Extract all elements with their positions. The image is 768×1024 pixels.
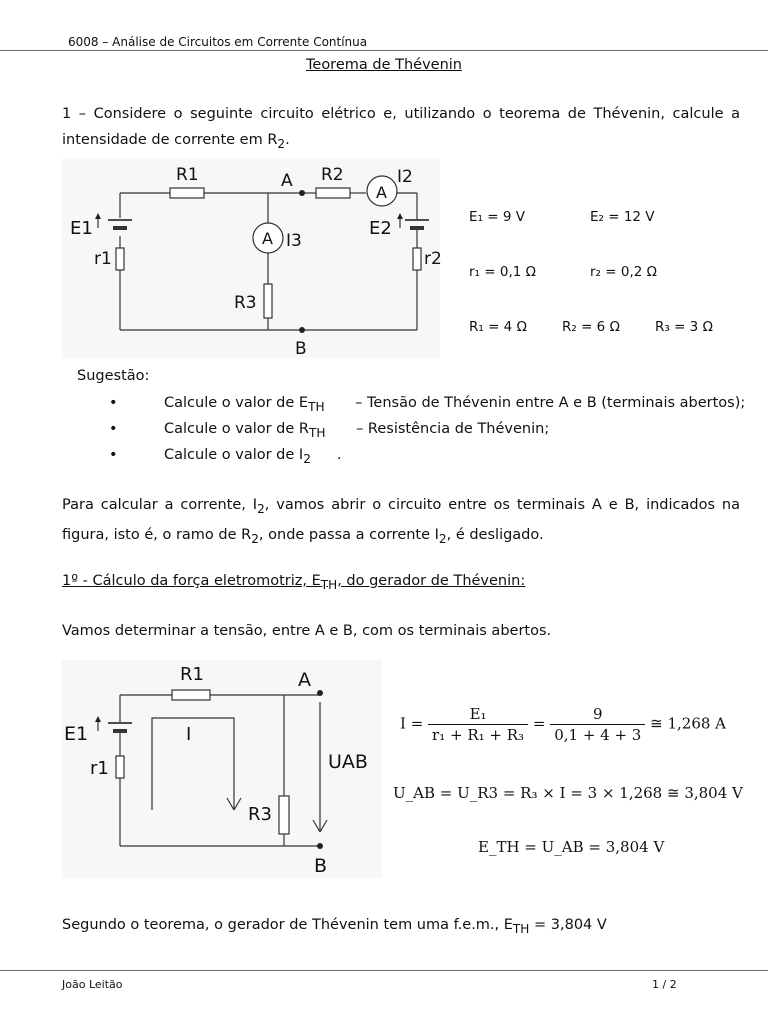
value-r2: r₂ = 0,2 Ω <box>590 264 657 280</box>
value-r1: r₁ = 0,1 Ω <box>469 264 536 280</box>
equation-uab: U_AB = U_R3 = R₃ × I = 3 × 1,268 ≅ 3,804 V <box>393 784 743 802</box>
circuit-1-schematic <box>62 158 440 358</box>
value-E2: E₂ = 12 V <box>590 209 655 225</box>
ammeter-symbol-1: A <box>376 183 387 202</box>
label-node-A: A <box>281 171 293 191</box>
suggestion-label: Sugestão: <box>77 368 150 384</box>
label-r1: r1 <box>94 249 112 269</box>
label-I3: I3 <box>286 231 302 251</box>
suggestion-item: • Calcule o valor de $R_{TH}$ – Resistência de Thévenin; <box>112 416 745 442</box>
label-R1: R1 <box>176 165 199 185</box>
label-r2: r2 <box>424 249 442 269</box>
label-E1: E1 <box>64 723 89 745</box>
footer-author: João Leitão <box>62 978 123 991</box>
section-heading-eth: 1º - Cálculo da força eletromotriz, $E_{TH}$, do gerador de Thévenin: <box>62 573 526 592</box>
paragraph-open-terminals: Vamos determinar a tensão, entre A e B, com os terminais abertos. <box>62 623 552 639</box>
value-R3: R₃ = 3 Ω <box>655 319 713 335</box>
label-current-I: I <box>186 724 192 745</box>
equation-current: I = $\frac{\text{E₁}}{\text{r₁ + R₁ + R₃}}$ = $\frac{9}{0,1 + 4 + 3}$ ≅ 1,268 A <box>400 705 727 744</box>
label-node-A: A <box>298 669 311 691</box>
document-header: 6008 – Análise de Circuitos em Corrente Contínua <box>68 35 368 49</box>
label-R1: R1 <box>180 664 204 685</box>
label-I2: I2 <box>397 167 413 187</box>
ammeter-symbol-2: A <box>262 229 273 248</box>
label-UAB: UAB <box>328 751 368 773</box>
label-E2: E2 <box>369 218 392 239</box>
label-node-B: B <box>314 855 328 877</box>
label-R2: R2 <box>321 165 344 185</box>
label-r1: r1 <box>90 758 109 779</box>
suggestion-list <box>112 390 745 468</box>
circuit-diagram-2 <box>62 660 382 878</box>
header-rule <box>0 50 768 51</box>
label-E1: E1 <box>70 218 93 239</box>
value-R1: R₁ = 4 Ω <box>469 319 527 335</box>
page-title: Teorema de Thévenin <box>306 57 462 73</box>
label-R3: R3 <box>234 293 257 313</box>
problem-statement: 1 – Considere o seguinte circuito elétrico e, utilizando o teorema de Thévenin, calcule a intensidade de corrente em $R_2$. <box>62 106 740 151</box>
value-R2: R₂ = 6 Ω <box>562 319 620 335</box>
label-R3: R3 <box>248 804 272 825</box>
equation-eth: E_TH = U_AB = 3,804 V <box>478 838 665 856</box>
label-node-B: B <box>295 339 307 359</box>
page-number: 1 / 2 <box>652 978 677 991</box>
footer-rule <box>0 970 768 971</box>
conclusion: Segundo o teorema, o gerador de Thévenin tem uma f.e.m., $E_{TH} = 3,804$ V <box>62 917 607 936</box>
suggestion-item: • Calcule o valor de $E_{TH}$ – Tensão de Thévenin entre A e B (terminais abertos); <box>112 390 745 416</box>
suggestion-item: • Calcule o valor de $I_2$ . <box>112 442 745 468</box>
paragraph-open-circuit: Para calcular a corrente, $I_2$, vamos abrir o circuito entre os terminais A e B, indicados na figura, isto é, o ramo de $R_2$, onde passa a corrente $I_2$, é desligado. <box>62 497 740 546</box>
value-E1: E₁ = 9 V <box>469 209 525 225</box>
